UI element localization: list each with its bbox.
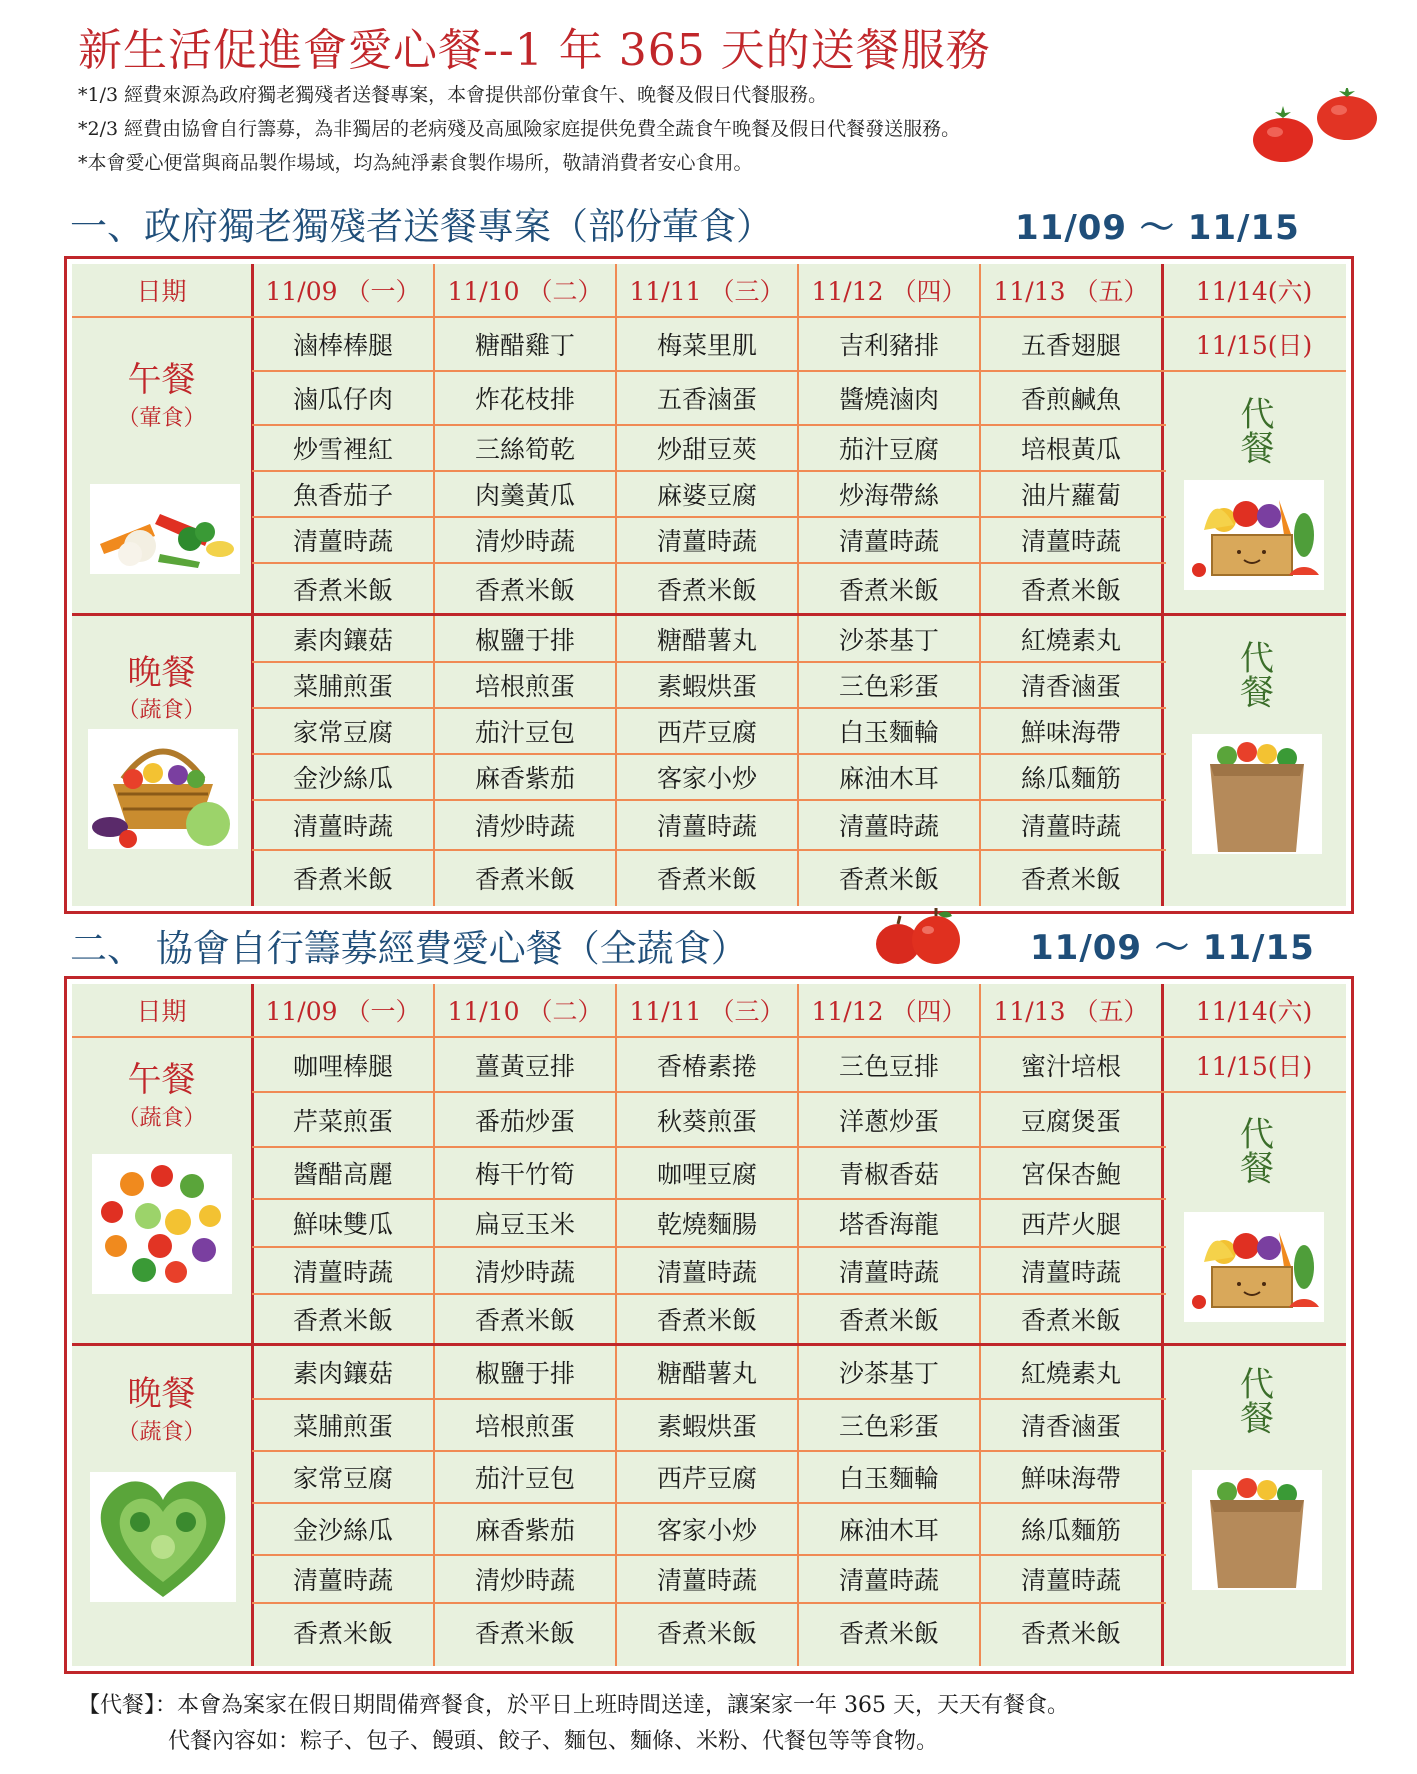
fruit-crate-icon — [1184, 1212, 1324, 1322]
menu-dish: 清薑時蔬 — [292, 812, 393, 841]
menu-dish: 清香滷蛋 — [1020, 672, 1121, 701]
menu-dish: 紅燒素丸 — [1020, 625, 1121, 655]
header-day-sun: 11/15(日) — [1195, 331, 1313, 360]
menu-dish: 香煮米飯 — [474, 865, 575, 894]
page-title: 新生活促進會愛心餐--1 年 365 天的送餐服務 — [78, 25, 991, 76]
menu-dish: 三色彩蛋 — [838, 1412, 939, 1441]
header-day-wed: 11/11 （三） — [629, 997, 785, 1026]
menu-dish: 清薑時蔬 — [1020, 527, 1121, 556]
menu-dish: 五香滷蛋 — [656, 385, 757, 414]
menu-dish: 素肉鑲菇 — [292, 625, 393, 655]
menu-dish: 香煮米飯 — [292, 575, 393, 605]
menu-dish: 沙茶基丁 — [838, 1359, 939, 1388]
dinner-sub-label: （蔬食） — [117, 697, 206, 723]
dinner-label: 晚餐 — [127, 652, 196, 693]
menu-dish: 麻油木耳 — [838, 764, 939, 793]
menu-dish: 青椒香菇 — [838, 1160, 939, 1189]
menu-dish: 香煮米飯 — [838, 1619, 939, 1648]
menu-dish: 培根黃瓜 — [1020, 435, 1121, 464]
menu-dish: 清薑時蔬 — [656, 812, 757, 841]
substitute-meal-label: 代餐 — [1233, 640, 1274, 708]
menu-dish: 香煮米飯 — [474, 1619, 575, 1648]
lunch-sub-label: （葷食） — [117, 405, 206, 431]
menu-dish: 三絲筍乾 — [474, 435, 575, 464]
header-day-mon: 11/09 （一） — [265, 997, 421, 1026]
menu-dish: 清薑時蔬 — [838, 812, 939, 841]
menu-dish: 西芹豆腐 — [656, 1464, 757, 1493]
menu-dish: 香煮米飯 — [656, 575, 757, 605]
menu-dish: 清薑時蔬 — [1020, 812, 1121, 841]
menu-dish: 培根煎蛋 — [474, 672, 575, 701]
dinner-sub-label: （蔬食） — [117, 1419, 206, 1445]
menu-dish: 鮮味雙瓜 — [292, 1210, 393, 1239]
menu-dish: 香煮米飯 — [292, 865, 393, 894]
menu-dish: 清香滷蛋 — [1020, 1412, 1121, 1441]
menu-dish: 素蝦烘蛋 — [656, 672, 757, 701]
menu-dish: 梅菜里肌 — [656, 331, 757, 360]
menu-dish: 蜜汁培根 — [1020, 1051, 1121, 1081]
menu-dish: 吉利豬排 — [838, 331, 939, 360]
menu-dish: 椒鹽于排 — [474, 1359, 575, 1388]
menu-dish: 金沙絲瓜 — [292, 1516, 393, 1545]
menu-dish: 清炒時蔬 — [474, 812, 575, 841]
menu-dish: 咖哩棒腿 — [292, 1051, 393, 1081]
substitute-meal-label: 代餐 — [1233, 1366, 1274, 1434]
menu-dish: 麻油木耳 — [838, 1516, 939, 1545]
section1-subtitle: （部份葷食） — [551, 205, 773, 248]
menu-dish: 清薑時蔬 — [292, 527, 393, 556]
section1-date-range: 11/09 ～ 11/15 — [1015, 208, 1300, 248]
menu-dish: 培根煎蛋 — [474, 1412, 575, 1441]
menu-dish: 茄汁豆腐 — [838, 435, 939, 464]
header-day-fri: 11/13 （五） — [993, 997, 1149, 1026]
menu-dish: 肉羹黃瓜 — [474, 481, 575, 510]
veggie-circle-icon — [92, 1154, 232, 1294]
section2-date-range: 11/09 ～ 11/15 — [1030, 928, 1315, 968]
section2-title-main: 二、 協會自行籌募經費愛心餐 — [70, 927, 563, 970]
header-day-sat: 11/14(六) — [1195, 277, 1313, 306]
header-date-label: 日期 — [136, 277, 187, 306]
menu-dish: 香煮米飯 — [1020, 575, 1121, 605]
menu-dish: 茄汁豆包 — [474, 718, 575, 747]
menu-dish: 香煮米飯 — [474, 575, 575, 605]
lunch-sub-label: （蔬食） — [117, 1105, 206, 1131]
menu-dish: 客家小炒 — [656, 1516, 757, 1545]
menu-dish: 清薑時蔬 — [1020, 1257, 1121, 1287]
menu-dish: 咖哩豆腐 — [656, 1160, 757, 1189]
menu-dish: 香煮米飯 — [1020, 865, 1121, 894]
header-day-wed: 11/11 （三） — [629, 277, 785, 306]
menu-dish: 麻婆豆腐 — [656, 481, 757, 510]
menu-dish: 清炒時蔬 — [474, 1566, 575, 1595]
notes — [78, 78, 960, 180]
header-day-fri: 11/13 （五） — [993, 277, 1149, 306]
footer-line-1: 【代餐】：本會為案家在假日期間備齊餐食，於平日上班時間送達，讓案家一年 365 天，天天有餐食。 — [78, 1693, 1069, 1718]
menu-dish: 客家小炒 — [656, 764, 757, 793]
menu-dish: 炒海帶絲 — [838, 481, 939, 510]
substitute-meal-label: 代餐 — [1233, 1116, 1274, 1184]
section1-grid — [72, 264, 1346, 906]
menu-dish: 香煮米飯 — [1020, 1306, 1121, 1335]
menu-dish: 番茄炒蛋 — [474, 1106, 575, 1136]
note-2: *2/3 經費由協會自行籌募，為非獨居的老病殘及高風險家庭提供免費全蔬食午晚餐及假日代餐發送服務。 — [78, 118, 961, 140]
section2-grid — [72, 984, 1346, 1666]
grocery-bag-icon — [1192, 734, 1322, 854]
menu-dish: 香煮米飯 — [292, 1619, 393, 1648]
menu-dish: 紅燒素丸 — [1020, 1359, 1121, 1388]
menu-dish: 家常豆腐 — [292, 1464, 393, 1493]
section2-subtitle: （全蔬食） — [562, 927, 748, 970]
footer — [78, 1688, 1069, 1760]
menu-dish: 香煮米飯 — [656, 865, 757, 894]
menu-dish: 椒鹽于排 — [474, 625, 575, 655]
menu-dish: 魚香茄子 — [292, 481, 393, 510]
menu-dish: 清薑時蔬 — [656, 1257, 757, 1287]
menu-dish: 香煎鹹魚 — [1020, 385, 1121, 414]
header-day-tue: 11/10 （二） — [447, 997, 603, 1026]
menu-dish: 滷瓜仔肉 — [292, 385, 393, 414]
header-day-tue: 11/10 （二） — [447, 277, 603, 306]
header-day-sun: 11/15(日) — [1195, 1051, 1313, 1081]
veggie-heart-icon — [90, 1472, 236, 1602]
menu-dish: 香煮米飯 — [656, 1619, 757, 1648]
dinner-label: 晚餐 — [127, 1373, 196, 1414]
grocery-bag-icon — [1192, 1470, 1322, 1590]
menu-dish: 醬燒滷肉 — [838, 385, 939, 414]
menu-dish: 炸花枝排 — [474, 385, 575, 414]
lunch-label: 午餐 — [127, 1059, 196, 1100]
header-day-mon: 11/09 （一） — [265, 277, 421, 306]
note-3: *本會愛心便當與商品製作場域，均為純淨素食製作場所，敬請消費者安心食用。 — [78, 152, 753, 174]
menu-dish: 三色彩蛋 — [838, 672, 939, 701]
footer-line-2: 代餐內容如：粽子、包子、饅頭、餃子、麵包、麵條、米粉、代餐包等等食物。 — [168, 1729, 939, 1754]
menu-dish: 菜脯煎蛋 — [292, 1412, 393, 1441]
menu-dish: 三色豆排 — [838, 1051, 939, 1081]
menu-dish: 清薑時蔬 — [656, 1566, 757, 1595]
menu-dish: 菜脯煎蛋 — [292, 672, 393, 701]
menu-dish: 清炒時蔬 — [474, 527, 575, 556]
header-day-thu: 11/12 （四） — [811, 277, 967, 306]
menu-dish: 絲瓜麵筋 — [1020, 1516, 1121, 1545]
menu-dish: 清薑時蔬 — [838, 1257, 939, 1287]
menu-dish: 塔香海龍 — [838, 1210, 939, 1239]
header-day-sat: 11/14(六) — [1195, 997, 1313, 1026]
menu-dish: 香煮米飯 — [1020, 1619, 1121, 1648]
menu-dish: 油片蘿蔔 — [1020, 481, 1121, 510]
menu-dish: 香椿素捲 — [656, 1051, 757, 1081]
menu-dish: 芹菜煎蛋 — [292, 1106, 393, 1136]
menu-dish: 鮮味海帶 — [1020, 1464, 1121, 1493]
menu-dish: 乾燒麵腸 — [656, 1210, 757, 1239]
menu-dish: 沙茶基丁 — [838, 625, 939, 655]
menu-dish: 扁豆玉米 — [474, 1210, 575, 1239]
menu-dish: 金沙絲瓜 — [292, 764, 393, 793]
menu-dish: 西芹豆腐 — [656, 718, 757, 747]
note-1: *1/3 經費來源為政府獨老獨殘者送餐專案，本會提供部份葷食午、晚餐及假日代餐服務。 — [78, 84, 828, 106]
fruit-crate-icon — [1184, 480, 1324, 590]
menu-dish: 香煮米飯 — [838, 865, 939, 894]
menu-dish: 絲瓜麵筋 — [1020, 764, 1121, 793]
menu-dish: 麻香紫茄 — [474, 1516, 575, 1545]
menu-dish: 清薑時蔬 — [292, 1257, 393, 1287]
apple-icon — [868, 908, 968, 968]
menu-dish: 白玉麵輪 — [838, 718, 939, 747]
menu-dish: 家常豆腐 — [292, 718, 393, 747]
menu-dish: 素肉鑲菇 — [292, 1359, 393, 1388]
menu-dish: 茄汁豆包 — [474, 1464, 575, 1493]
menu-dish: 鮮味海帶 — [1020, 718, 1121, 747]
menu-dish: 清薑時蔬 — [292, 1566, 393, 1595]
menu-dish: 香煮米飯 — [838, 1306, 939, 1335]
substitute-meal-label: 代餐 — [1234, 396, 1274, 464]
menu-dish: 清薑時蔬 — [1020, 1566, 1121, 1595]
menu-dish: 五香翅腿 — [1020, 331, 1121, 360]
tomato-icon — [1245, 88, 1385, 168]
menu-dish: 炒甜豆莢 — [656, 435, 757, 464]
menu-dish: 宮保杏鮑 — [1020, 1160, 1121, 1189]
menu-dish: 香煮米飯 — [292, 1306, 393, 1335]
menu-dish: 清薑時蔬 — [838, 527, 939, 556]
menu-dish: 秋葵煎蛋 — [656, 1106, 757, 1136]
menu-dish: 薑黃豆排 — [474, 1051, 575, 1081]
section1-title — [70, 196, 773, 250]
header-day-thu: 11/12 （四） — [811, 997, 967, 1026]
menu-dish: 糖醋薯丸 — [656, 625, 757, 655]
menu-dish: 香煮米飯 — [656, 1306, 757, 1335]
menu-dish: 清炒時蔬 — [474, 1257, 575, 1287]
menu-dish: 梅干竹筍 — [474, 1160, 575, 1189]
menu-dish: 豆腐煲蛋 — [1020, 1106, 1121, 1136]
menu-dish: 香煮米飯 — [838, 575, 939, 605]
lunch-label: 午餐 — [127, 359, 196, 400]
menu-dish: 西芹火腿 — [1020, 1210, 1121, 1239]
fruit-basket-icon — [88, 729, 238, 849]
menu-dish: 清薑時蔬 — [656, 527, 757, 556]
menu-dish: 洋蔥炒蛋 — [838, 1106, 939, 1136]
menu-dish: 滷棒棒腿 — [292, 331, 393, 360]
menu-dish: 清薑時蔬 — [838, 1566, 939, 1595]
vegetables-icon — [90, 484, 240, 574]
section1-title-main: 一、政府獨老獨殘者送餐專案 — [70, 205, 551, 248]
section1-menu-table — [64, 256, 1354, 914]
menu-dish: 白玉麵輪 — [838, 1464, 939, 1493]
menu-dish: 醬醋高麗 — [292, 1160, 393, 1189]
menu-dish: 糖醋雞丁 — [474, 331, 575, 360]
section2-title — [70, 918, 748, 972]
menu-dish: 糖醋薯丸 — [656, 1359, 757, 1388]
section2-menu-table — [64, 976, 1354, 1674]
menu-dish: 素蝦烘蛋 — [656, 1412, 757, 1441]
menu-dish: 香煮米飯 — [474, 1306, 575, 1335]
header-date-label: 日期 — [136, 997, 187, 1026]
menu-dish: 炒雪裡紅 — [292, 435, 393, 464]
menu-dish: 麻香紫茄 — [474, 764, 575, 793]
